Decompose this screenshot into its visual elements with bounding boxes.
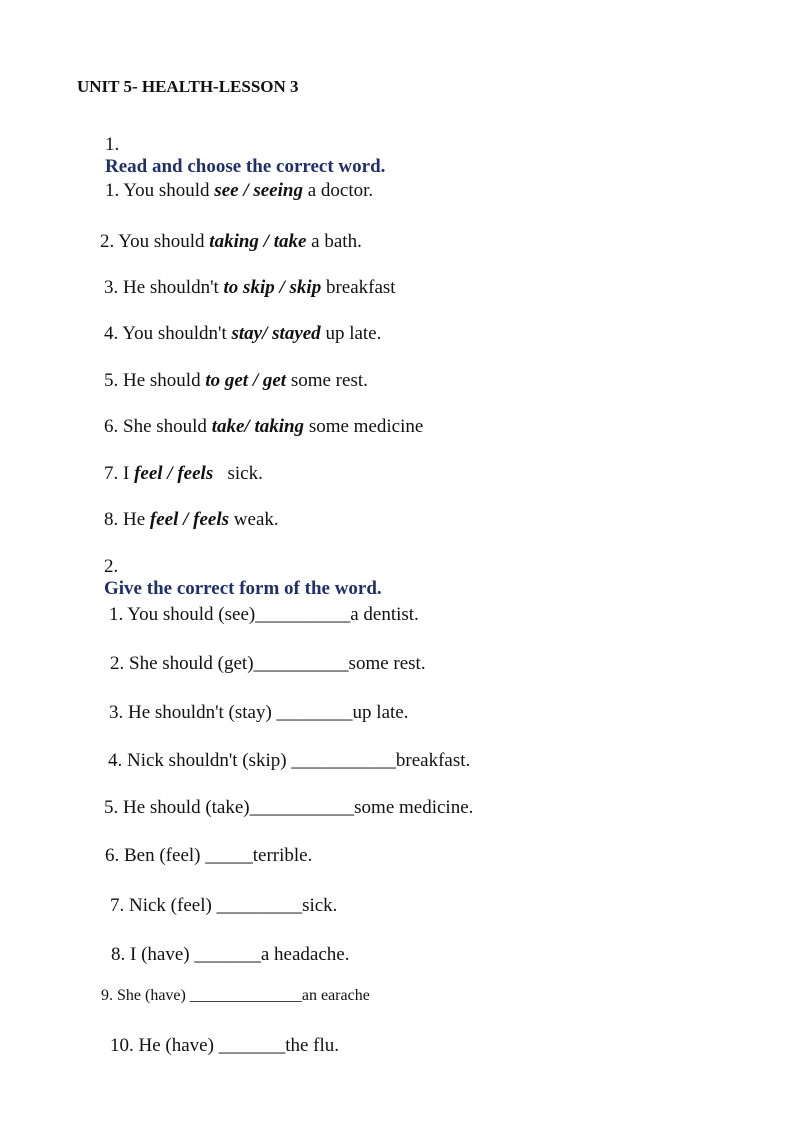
option-1[interactable]: feel / <box>149 509 189 530</box>
option-1[interactable]: to get / <box>205 370 259 391</box>
item-text: 2. You should <box>100 231 210 252</box>
item-text: 2. She should (get) <box>110 653 254 674</box>
option-1[interactable]: stay/ <box>231 323 268 344</box>
item-text: 4. You shouldn't <box>104 323 232 344</box>
item-text: some rest. <box>348 653 426 674</box>
item-text: sick. <box>302 895 338 916</box>
item-text: 5. He should <box>104 370 206 391</box>
item-text: a dentist. <box>350 604 419 625</box>
item-text: sick. <box>213 463 263 484</box>
option-2[interactable]: skip <box>289 277 322 298</box>
answer-blank[interactable]: ________ <box>276 702 353 723</box>
item-text: weak. <box>229 509 279 530</box>
item-text: 1. You should <box>105 180 215 201</box>
item-text: an earache <box>301 987 370 1004</box>
item-text: 6. She should <box>104 416 212 437</box>
item-text: 8. He <box>104 509 150 530</box>
option-separator: / <box>258 231 274 252</box>
item-text: a bath. <box>306 231 362 252</box>
item-text: 9. She (have) <box>101 987 190 1004</box>
item-text: 10. He (have) <box>110 1035 219 1056</box>
section1-number: 1. <box>105 134 120 155</box>
section2-title: Give the correct form of the word. <box>104 578 382 599</box>
option-2[interactable]: get <box>262 370 287 391</box>
answer-blank[interactable]: _____ <box>205 845 253 866</box>
option-1[interactable]: feel / <box>134 463 173 484</box>
answer-blank[interactable]: _________ <box>216 895 303 916</box>
item-text: terrible. <box>252 845 313 866</box>
section2-number: 2. <box>104 556 119 577</box>
answer-blank[interactable]: ___________ <box>249 797 355 818</box>
item-text: some rest. <box>286 370 368 391</box>
item-text: 3. He shouldn't <box>104 277 224 298</box>
option-1[interactable]: taking <box>209 231 259 252</box>
answer-blank[interactable]: _______ <box>218 1035 286 1056</box>
item-text: some medicine. <box>354 797 474 818</box>
item-text: 8. I (have) <box>111 944 195 965</box>
option-2[interactable]: feels <box>177 463 214 484</box>
item-text: some medicine <box>304 416 424 437</box>
option-2[interactable]: feels <box>193 509 230 530</box>
item-text: up late. <box>352 702 409 723</box>
option-2[interactable]: taking <box>254 416 305 437</box>
answer-blank[interactable]: __________ <box>253 653 349 674</box>
answer-blank[interactable]: _______ <box>194 944 261 965</box>
item-text: a headache. <box>260 944 350 965</box>
item-text: the flu. <box>285 1035 340 1056</box>
answer-blank[interactable]: ______________ <box>189 987 302 1004</box>
option-2[interactable]: take <box>273 231 307 252</box>
option-2[interactable]: stayed <box>272 323 321 344</box>
option-1[interactable]: take/ <box>211 416 250 437</box>
answer-blank[interactable]: __________ <box>255 604 351 625</box>
item-text: 1. You should (see) <box>109 604 256 625</box>
item-text: 7. I <box>104 463 135 484</box>
item-text: breakfast. <box>395 750 471 771</box>
item-text: up late. <box>320 323 382 344</box>
item-text: 7. Nick (feel) <box>110 895 217 916</box>
option-1[interactable]: see <box>214 180 239 201</box>
option-separator: / <box>274 277 290 298</box>
answer-blank[interactable]: ___________ <box>291 750 396 771</box>
item-text: breakfast <box>321 277 396 298</box>
option-2[interactable]: seeing <box>253 180 303 201</box>
item-text: 5. He should (take) <box>104 797 250 818</box>
item-text: 4. Nick shouldn't (skip) <box>108 750 292 771</box>
item-text: 6. Ben (feel) <box>105 845 206 866</box>
item-text: 3. He shouldn't (stay) <box>109 702 277 723</box>
option-separator: / <box>238 180 254 201</box>
document-title: UNIT 5- HEALTH-LESSON 3 <box>77 77 299 96</box>
section1-title: Read and choose the correct word. <box>105 156 386 177</box>
fill-blank-item <box>91 1013 339 1079</box>
option-1[interactable]: to skip <box>223 277 275 298</box>
item-text: a doctor. <box>302 180 374 201</box>
